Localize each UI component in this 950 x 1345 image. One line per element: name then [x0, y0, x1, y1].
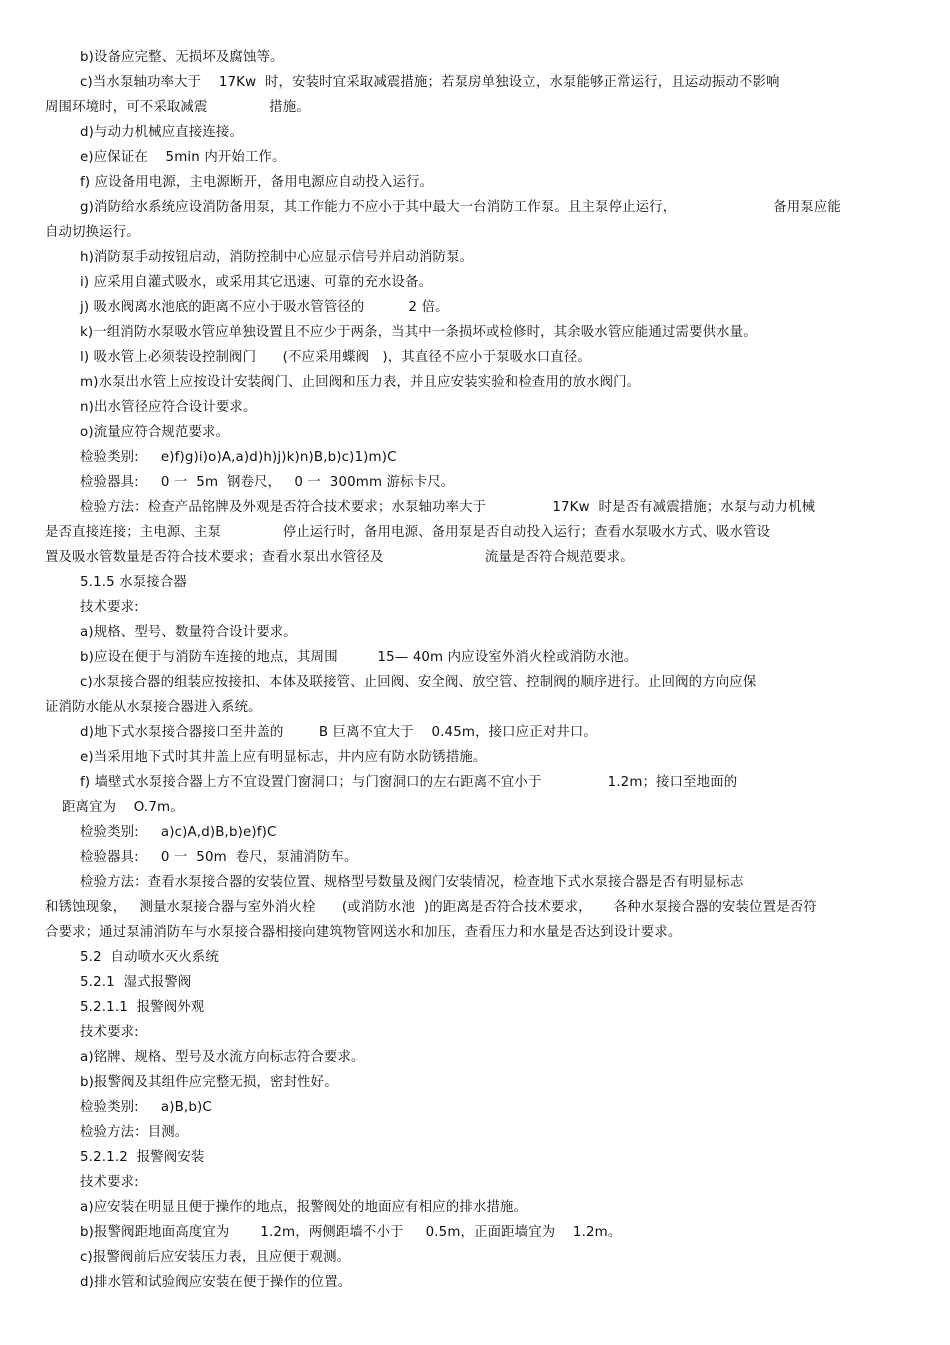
text-line: 技术要求:	[80, 1175, 139, 1190]
text-line: 是否直接连接；主电源、主泵 停止运行时，备用电源、备用泵是否自动投入运行；查看水泵吸水方式、吸水管设	[45, 525, 771, 540]
text-line: e)当采用地下式时其井盖上应有明显标志，井内应有防水防锈措施。	[80, 750, 487, 765]
text-line: b)报警阀及其组件应完整无损，密封性好。	[80, 1075, 338, 1090]
text-line: 检验方法：检查产品铭牌及外观是否符合技术要求；水泵轴功率大于 17Kw 时是否有减震措施；水泵与动力机械	[80, 500, 816, 515]
text-line: b)报警阀距地面高度宜为 1.2m，两侧距墙不小于 0.5m，正面距墙宜为 1.2m。	[80, 1225, 622, 1240]
text-line: 距离宜为 O.7m。	[62, 800, 184, 815]
text-line: k)一组消防水泵吸水管应单独设置且不应少于两条，当其中一条损坏或检修时，其余吸水管应能通过需要供水量。	[80, 325, 757, 340]
text-line: g)消防给水系统应设消防备用泵，其工作能力不应小于其中最大一台消防工作泵。且主泵停止运行， 备用泵应能	[80, 200, 841, 215]
text-line: b)应设在便于与消防车连接的地点，其周围 15— 40m 内应设室外消火栓或消防水池。	[80, 650, 638, 665]
text-line: 检验器具: 0 一 5m 钢卷尺， 0 一 300mm 游标卡尺。	[80, 475, 455, 490]
section-heading: 5.2.1.1 报警阀外观	[80, 1000, 205, 1015]
text-line: n)出水管径应符合设计要求。	[80, 400, 257, 415]
section-heading: 5.2.1 湿式报警阀	[80, 975, 192, 990]
text-line: 检验类别: a)B,b)C	[80, 1100, 212, 1115]
text-line: 技术要求:	[80, 600, 139, 615]
text-line: a)铭牌、规格、型号及水流方向标志符合要求。	[80, 1050, 365, 1065]
text-line: d)与动力机械应直接连接。	[80, 125, 243, 140]
text-line: h)消防泵手动按钮启动，消防控制中心应显示信号并启动消防泵。	[80, 250, 474, 265]
text-line: 自动切换运行。	[45, 225, 140, 240]
text-line: 检验类别: e)f)g)i)o)A,a)d)h)j)k)n)B,b)c)1)m)C	[80, 450, 397, 465]
text-line: 合要求；通过泵浦消防车与水泵接合器相接向建筑物管网送水和加压，查看压力和水量是否达到设计要求。	[45, 925, 682, 940]
section-heading: 5.1.5 水泵接合器	[80, 575, 187, 590]
text-line: 检验器具: 0 一 50m 卷尺，泵浦消防车。	[80, 850, 358, 865]
text-line: 证消防水能从水泵接合器进入系统。	[45, 700, 262, 715]
text-line: 和锈蚀现象， 测量水泵接合器与室外消火栓 (或消防水池 )的距离是否符合技术要求， 各种水泵接合器的安装位置是否符	[45, 900, 817, 915]
text-line: 周围环境时，可不采取减震 措施。	[45, 100, 310, 115]
text-line: a)规格、型号、数量符合设计要求。	[80, 625, 297, 640]
text-line: m)水泵出水管上应按设计安装阀门、止回阀和压力表，并且应安装实验和检查用的放水阀门。	[80, 375, 641, 390]
text-line: o)流量应符合规范要求。	[80, 425, 230, 440]
text-line: b)设备应完整、无损坏及腐蚀等。	[80, 50, 284, 65]
text-line: l) 吸水管上必须装设控制阀门 (不应采用蝶阀 )，其直径不应小于泵吸水口直径。	[80, 350, 591, 365]
text-line: i) 应采用自灌式吸水，或采用其它迅速、可靠的充水设备。	[80, 275, 433, 290]
text-line: f) 墙壁式水泵接合器上方不宜设置门窗洞口；与门窗洞口的左右距离不宜小于 1.2m；接口至地面的	[80, 775, 738, 790]
section-heading: 5.2 自动喷水灭火系统	[80, 950, 219, 965]
text-line: d)地下式水泵接合器接口至井盖的 B 巨离不宜大于 0.45m，接口应正对井口。	[80, 725, 597, 740]
text-line: 置及吸水管数量是否符合技术要求；查看水泵出水管径及 流量是否符合规范要求。	[45, 550, 634, 565]
text-line: 检验方法：查看水泵接合器的安装位置、规格型号数量及阀门安装情况，检查地下式水泵接合器是否有明显标志	[80, 875, 744, 890]
text-line: f) 应设备用电源，主电源断开，备用电源应自动投入运行。	[80, 175, 434, 190]
text-line: j) 吸水阀离水池底的距离不应小于吸水管管径的 2 倍。	[80, 300, 449, 315]
section-heading: 5.2.1.2 报警阀安装	[80, 1150, 205, 1165]
text-line: c)报警阀前后应安装压力表，且应便于观测。	[80, 1250, 351, 1265]
text-line: e)应保证在 5min 内开始工作。	[80, 150, 286, 165]
text-line: 检验方法：目测。	[80, 1125, 189, 1140]
text-line: c)水泵接合器的组装应按接扣、本体及联接管、止回阀、安全阀、放空管、控制阀的顺序进行。止回阀的方向应保	[80, 675, 757, 690]
text-line: d)排水管和试验阀应安装在便于操作的位置。	[80, 1275, 352, 1290]
text-line: c)当水泵轴功率大于 17Kw 时，安装时宜采取减震措施；若泵房单独设立，水泵能够正常运行，且运动振动不影响	[80, 75, 780, 90]
text-line: 检验类别: a)c)A,d)B,b)e)f)C	[80, 825, 277, 840]
text-line: a)应安装在明显且便于操作的地点，报警阀处的地面应有相应的排水措施。	[80, 1200, 528, 1215]
text-line: 技术要求:	[80, 1025, 139, 1040]
